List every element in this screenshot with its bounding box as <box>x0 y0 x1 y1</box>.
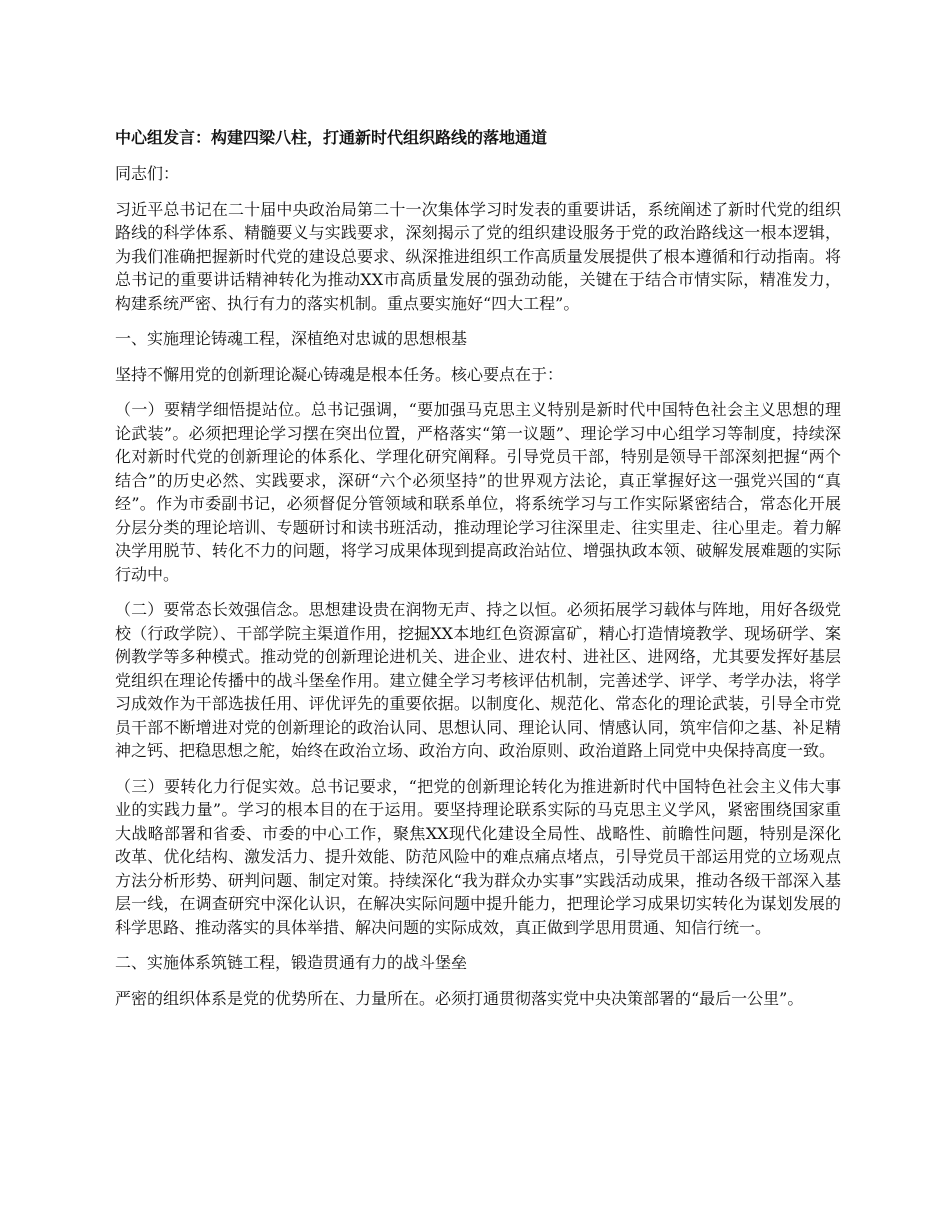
salutation: 同志们： <box>115 164 180 183</box>
section-1-point-3: （三）要转化力行促实效。总书记要求，“把党的创新理论转化为推进新时代中国特色社会主义伟大事业的实践力量”。学习的根本目的在于运用。要坚持理论联系实际的马克思主义学风，紧密围绕国家重大战略部署和省委、市委的中心工作，聚焦XX现代化建设全局性、战略性、前瞻性问题，特别是深化改革、优化结构、激发活力、提升效能、防范风险中的难点痛点堵点，引导党员干部运用党的立场观点方法分析形势、研判问题、制定对策。持续深化“我为群众办实事”实践活动成果，推动各级干部深入基层一线，在调查研究中深化认识，在解决实际问题中提升能力，把理论学习成果切实转化为谋划发展的科学思路、推动落实的具体举措、解决问题的实际成效，真正做到学思用贯通、知信行统一。 <box>115 776 841 937</box>
section-1-point-1: （一）要精学细悟提站位。总书记强调，“要加强马克思主义特别是新时代中国特色社会主义思想的理论武装”。必须把理论学习摆在突出位置，严格落实“第一议题”、理论学习中心组学习等制度，持续深化对新时代党的创新理论的体系化、学理化研究阐释。引导党员干部，特别是领导干部深刻把握“两个结合”的历史必然、实践要求，深研“六个必须坚持”的世界观方法论，真正掌握好这一强党兴国的“真经”。作为市委副书记，必须督促分管领域和联系单位，将系统学习与工作实际紧密结合，常态化开展分层分类的理论培训、专题研讨和读书班活动，推动理论学习往深里走、往实里走、往心里走。着力解决学用脱节、转化不力的问题，将学习成果体现到提高政治站位、增强执政本领、破解发展难题的实际行动中。 <box>115 400 841 584</box>
section-2-lead: 严密的组织体系是党的优势所在、力量所在。必须打通贯彻落实党中央决策部署的“最后一公里”。 <box>115 988 804 1008</box>
section-heading-1: 一、实施理论铸魂工程，深植绝对忠诚的思想根基 <box>115 329 468 348</box>
section-1-point-2: （二）要常态长效强信念。思想建设贵在润物无声、持之以恒。必须拓展学习载体与阵地，用好各级党校（行政学院）、干部学院主渠道作用，挖掘XX本地红色资源富矿，精心打造情境教学、现场研学、案例教学等多种模式。推动党的创新理论进机关、进企业、进农村、进社区、进网络，尤其要发挥好基层党组织在理论传播中的战斗堡垒作用。建立健全学习考核评估机制，完善述学、评学、考学办法，将学习成效作为干部选拔任用、评优评先的重要依据。以制度化、规范化、常态化的理论武装，引导全市党员干部不断增进对党的创新理论的政治认同、思想认同、理论认同、情感认同，筑牢信仰之基、补足精神之钙、把稳思想之舵，始终在政治立场、政治方向、政治原则、政治道路上同党中央保持高度一致。 <box>115 600 841 760</box>
section-heading-2: 二、实施体系筑链工程，锻造贯通有力的战斗堡垒 <box>115 953 468 972</box>
intro-paragraph: 习近平总书记在二十届中央政治局第二十一次集体学习时发表的重要讲话，系统阐述了新时代党的组织路线的科学体系、精髓要义与实践要求，深刻揭示了党的组织建设服务于党的政治路线这一根本逻辑，为我们准确把握新时代党的建设总要求、纵深推进组织工作高质量发展提供了根本遵循和行动指南。将总书记的重要讲话精神转化为推动XX市高质量发展的强劲动能，关键在于结合市情实际，精准发力，构建系统严密、执行有力的落实机制。重点要实施好“四大工程”。 <box>115 199 841 313</box>
document-title: 中心组发言：构建四梁八柱，打通新时代组织路线的落地通道 <box>115 128 548 147</box>
section-1-lead: 坚持不懈用党的创新理论凝心铸魂是根本任务。核心要点在于： <box>115 364 564 384</box>
document-body <box>115 126 841 1022</box>
